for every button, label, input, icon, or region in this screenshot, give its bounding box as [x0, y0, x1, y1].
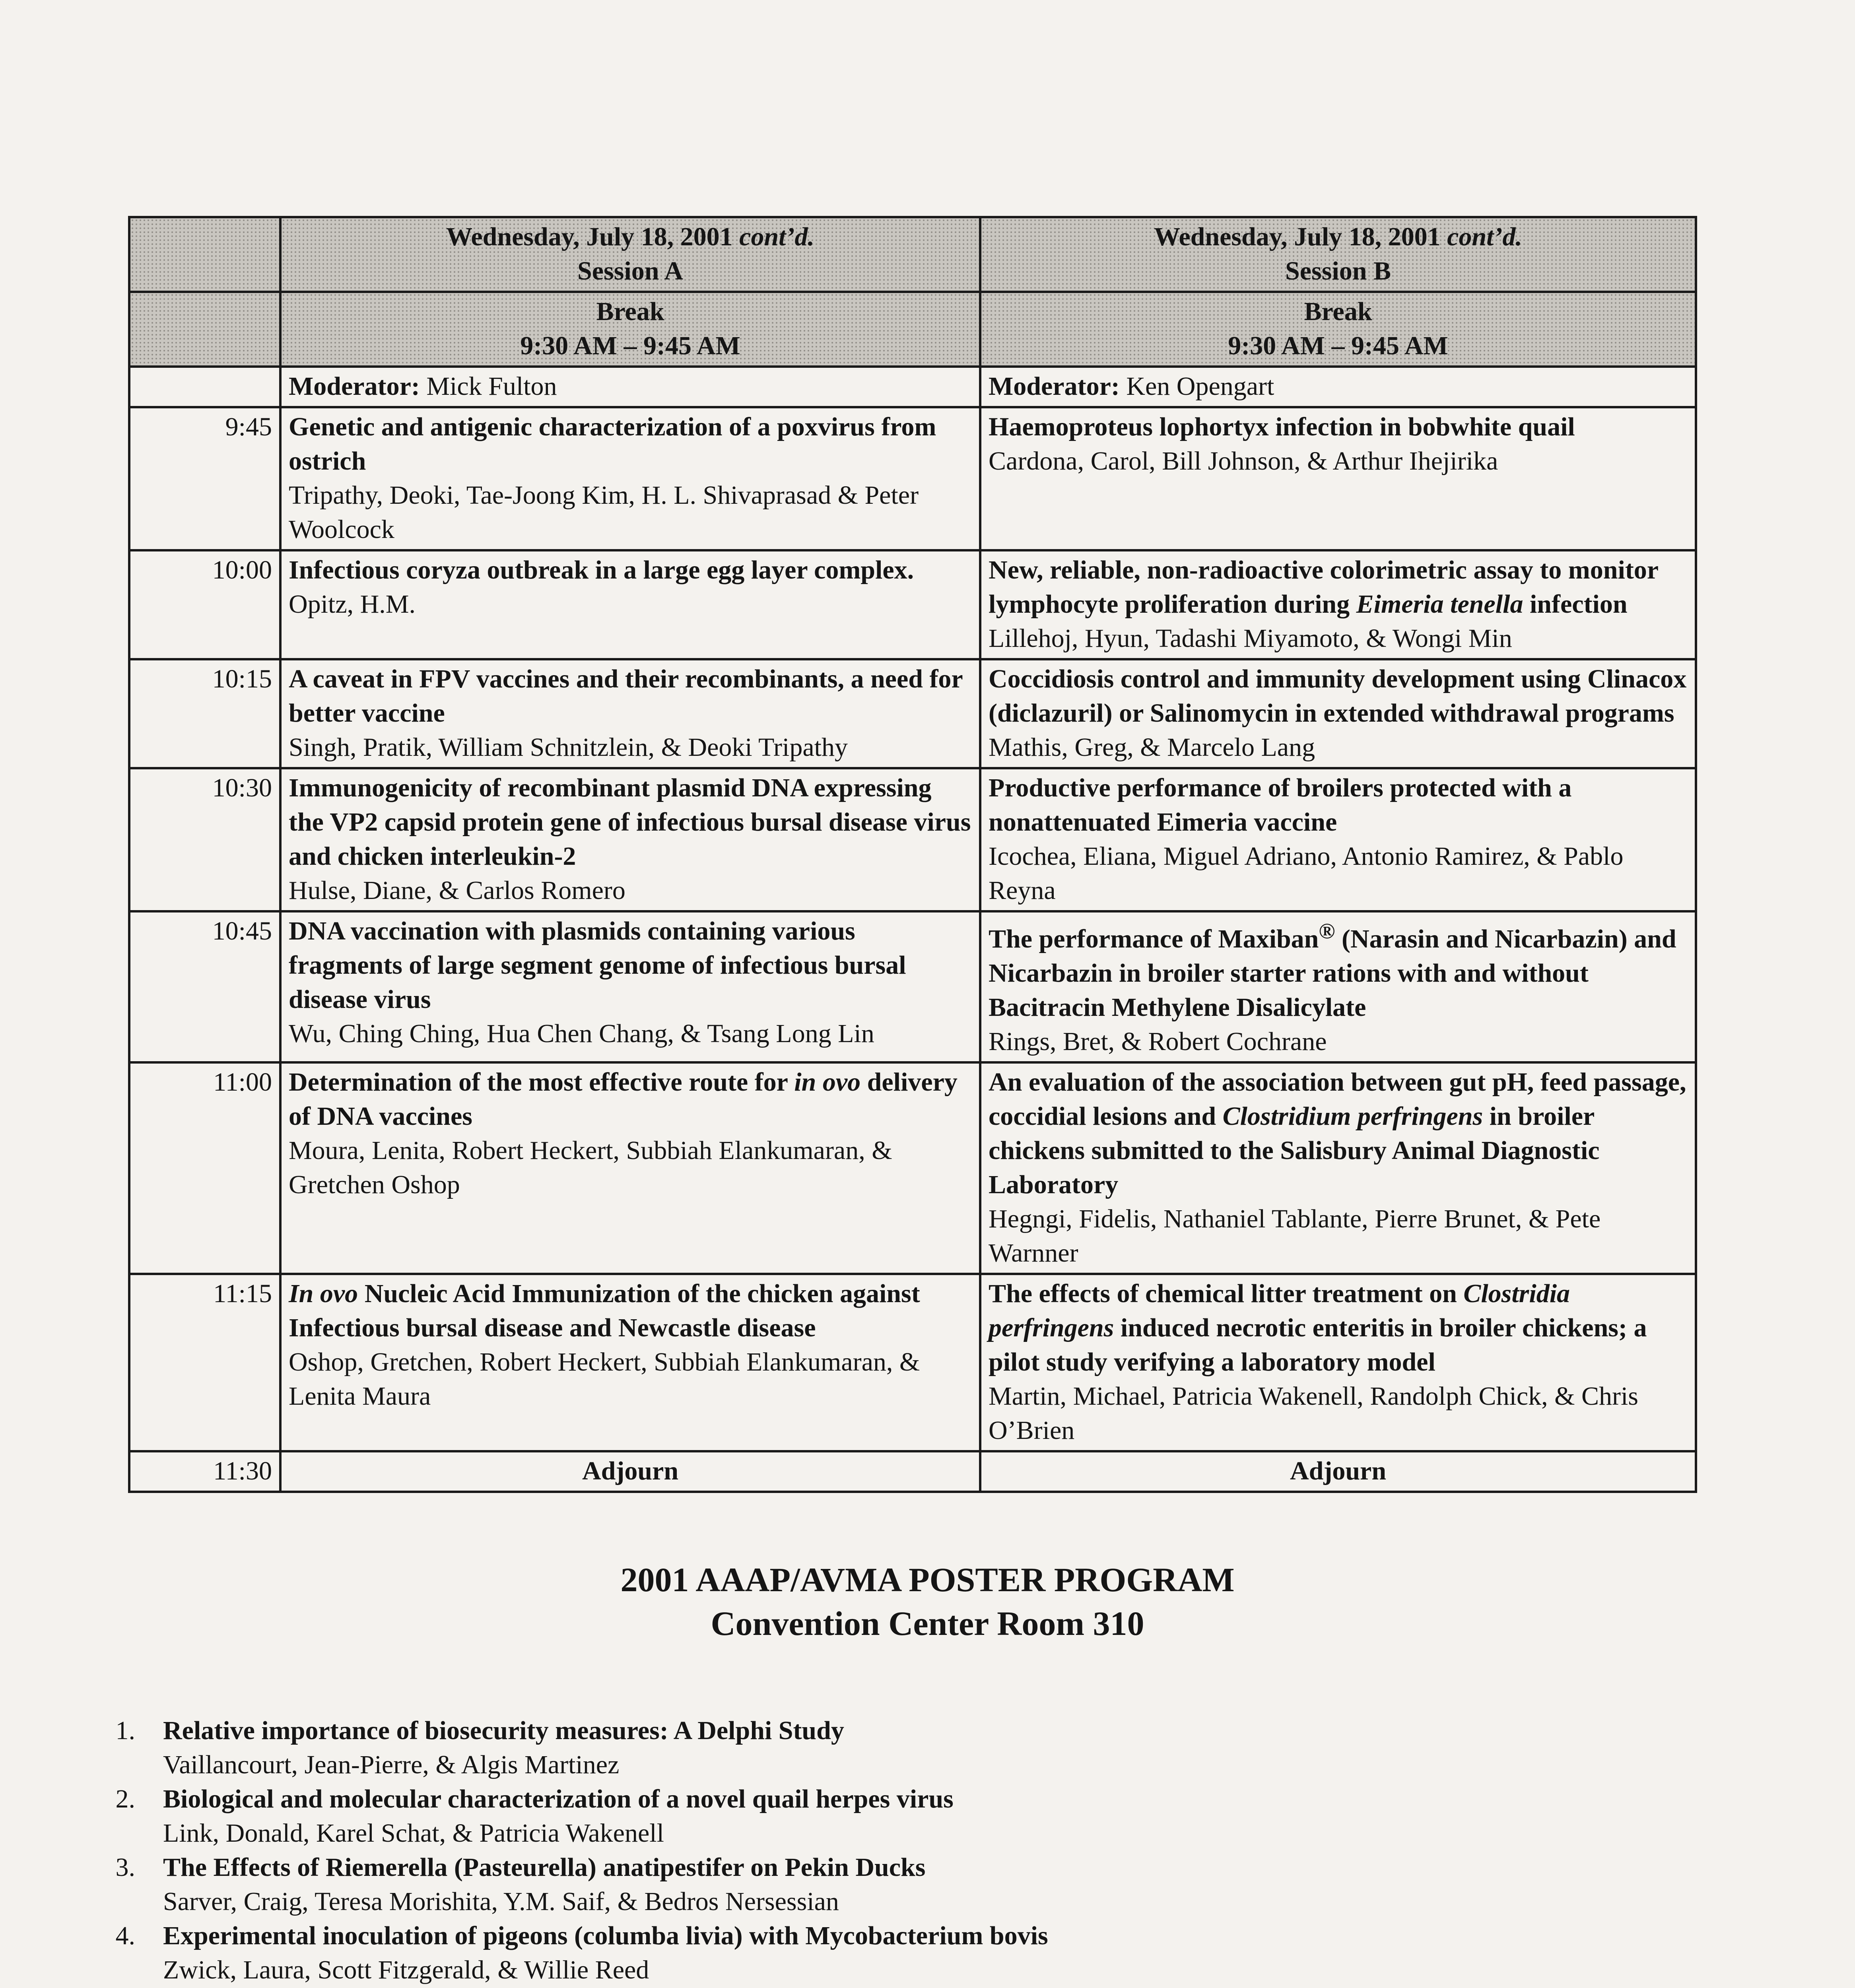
- list-item: 1. Relative importance of biosecurity measures: A Delphi Study Vaillancourt, Jean-Pierre, & Algis Martinez: [115, 1716, 844, 1779]
- time-cell: 11:00: [129, 1062, 280, 1274]
- break-row: [129, 292, 1696, 367]
- session-b-header: Wednesday, July 18, 2001 cont’d. Session B: [980, 217, 1696, 292]
- table-row: [129, 911, 1696, 1062]
- session-b-talk: New, reliable, non-radioactive colorimetric assay to monitor lymphocyte proliferation during Eimeria tenella infection Lillehoj, Hyun, Tadashi Miyamoto, & Wongi Min: [980, 550, 1696, 659]
- moderator-row: [129, 367, 1696, 407]
- session-b-break: Break 9:30 AM – 9:45 AM: [980, 292, 1696, 367]
- list-item: 2. Biological and molecular characterization of a novel quail herpes virus Link, Donald, Karel Schat, & Patricia Wakenell: [115, 1784, 954, 1848]
- table-row: [129, 768, 1696, 911]
- header-row: [129, 217, 1696, 292]
- session-a-talk: DNA vaccination with plasmids containing various fragments of large segment genome of infectious bursal disease virus Wu, Ching Ching, Hua Chen Chang, & Tsang Long Lin: [280, 911, 980, 1062]
- session-b-talk: The effects of chemical litter treatment on Clostridia perfringens induced necrotic enteritis in broiler chickens; a pilot study verifying a laboratory model Martin, Michael, Patricia Wakenell, Randolph Chick, & Chris O’Brien: [980, 1274, 1696, 1451]
- talk-title: New, reliable, non-radioactive colorimetric assay to monitor lymphocyte proliferation during Eimeria tenella infection: [989, 555, 1658, 619]
- table-row: [129, 1062, 1696, 1274]
- session-a-adjourn: Adjourn: [280, 1451, 980, 1492]
- session-a-talk: In ovo Nucleic Acid Immunization of the chicken against Infectious bursal disease and Newcastle disease Oshop, Gretchen, Robert Heckert, Subbiah Elankumaran, & Lenita Maura: [280, 1274, 980, 1451]
- time-cell: 10:00: [129, 550, 280, 659]
- session-a-talk: Genetic and antigenic characterization of a poxvirus from ostrich Tripathy, Deoki, Tae-Joong Kim, H. L. Shivaprasad & Peter Woolcock: [280, 407, 980, 550]
- break-blank-cell: [129, 292, 280, 367]
- list-item: 4. Experimental inoculation of pigeons (columba livia) with Mycobacterium bovis Zwick, Laura, Scott Fitzgerald, & Willie Reed: [115, 1921, 1048, 1984]
- list-item: 3. The Effects of Riemerella (Pasteurella) anatipestifer on Pekin Ducks Sarver, Craig, Teresa Morishita, Y.M. Saif, & Bedros Nersessian: [115, 1853, 926, 1916]
- session-a-talk: Immunogenicity of recombinant plasmid DNA expressing the VP2 capsid protein gene of infectious bursal disease virus and chicken interleukin-2 Hulse, Diane, & Carlos Romero: [280, 768, 980, 911]
- talk-title: Determination of the most effective route for in ovo delivery of DNA vaccines: [289, 1068, 958, 1131]
- session-a-moderator: Moderator: Mick Fulton: [280, 367, 980, 407]
- session-b-talk: Productive performance of broilers protected with a nonattenuated Eimeria vaccine Icochea, Eliana, Miguel Adriano, Antonio Ramirez, & Pablo Reyna: [980, 768, 1696, 911]
- session-a-talk: Determination of the most effective route for in ovo delivery of DNA vaccines Moura, Lenita, Robert Heckert, Subbiah Elankumaran, & Gretchen Oshop: [280, 1062, 980, 1274]
- time-cell: 10:15: [129, 659, 280, 768]
- table-row: [129, 1274, 1696, 1451]
- talk-title: The effects of chemical litter treatment on Clostridia perfringens induced necrotic enteritis in broiler chickens; a pilot study verifying a laboratory model: [989, 1279, 1647, 1376]
- session-b-talk: The performance of Maxiban® (Narasin and Nicarbazin) and Nicarbazin in broiler starter rations with and without Bacitracin Methylene Disalicylate Rings, Bret, & Robert Cochrane: [980, 911, 1696, 1062]
- talk-title: An evaluation of the association between gut pH, feed passage, coccidial lesions and Clostridium perfringens in broiler chickens submitted to the Salisbury Animal Diagnostic Laboratory: [989, 1068, 1686, 1199]
- session-a-header: Wednesday, July 18, 2001 cont’d. Session A: [280, 217, 980, 292]
- session-schedule-table: [128, 216, 1697, 1493]
- time-cell: 9:45: [129, 407, 280, 550]
- time-cell: 11:15: [129, 1274, 280, 1451]
- table-row: [129, 550, 1696, 659]
- session-b-moderator: Moderator: Ken Opengart: [980, 367, 1696, 407]
- session-b-adjourn: Adjourn: [980, 1451, 1696, 1492]
- moderator-blank-cell: [129, 367, 280, 407]
- poster-list: [91, 1714, 1762, 1988]
- talk-title: The performance of Maxiban® (Narasin and Nicarbazin) and Nicarbazin in broiler starter rations with and without Bacitracin Methylene Disalicylate: [989, 919, 1676, 1022]
- poster-program-location: Convention Center Room 310: [711, 1604, 1144, 1642]
- session-a-talk: A caveat in FPV vaccines and their recombinants, a need for better vaccine Singh, Pratik, William Schnitzlein, & Deoki Tripathy: [280, 659, 980, 768]
- session-a-talk: Infectious coryza outbreak in a large egg layer complex. Opitz, H.M.: [280, 550, 980, 659]
- session-b-talk: An evaluation of the association between gut pH, feed passage, coccidial lesions and Clostridium perfringens in broiler chickens submitted to the Salisbury Animal Diagnostic Laboratory Hegngi, Fidelis, Nathaniel Tablante, Pierre Brunet, & Pete Warnner: [980, 1062, 1696, 1274]
- table-row: [129, 659, 1696, 768]
- talk-title: In ovo Nucleic Acid Immunization of the chicken against Infectious bursal disease and Newcastle disease: [289, 1279, 920, 1342]
- time-cell: 10:30: [129, 768, 280, 911]
- table-row: [129, 407, 1696, 550]
- header-blank-cell: [129, 217, 280, 292]
- adjourn-row: [129, 1451, 1696, 1492]
- time-cell: 10:45: [129, 911, 280, 1062]
- session-b-talk: Coccidiosis control and immunity development using Clinacox (diclazuril) or Salinomycin in extended withdrawal programs Mathis, Greg, & Marcelo Lang: [980, 659, 1696, 768]
- time-cell: 11:30: [129, 1451, 280, 1492]
- session-b-talk: Haemoproteus lophortyx infection in bobwhite quail Cardona, Carol, Bill Johnson, & Arthur Ihejirika: [980, 407, 1696, 550]
- poster-program-title: 2001 AAAP/AVMA POSTER PROGRAM: [620, 1561, 1235, 1599]
- session-a-break: Break 9:30 AM – 9:45 AM: [280, 292, 980, 367]
